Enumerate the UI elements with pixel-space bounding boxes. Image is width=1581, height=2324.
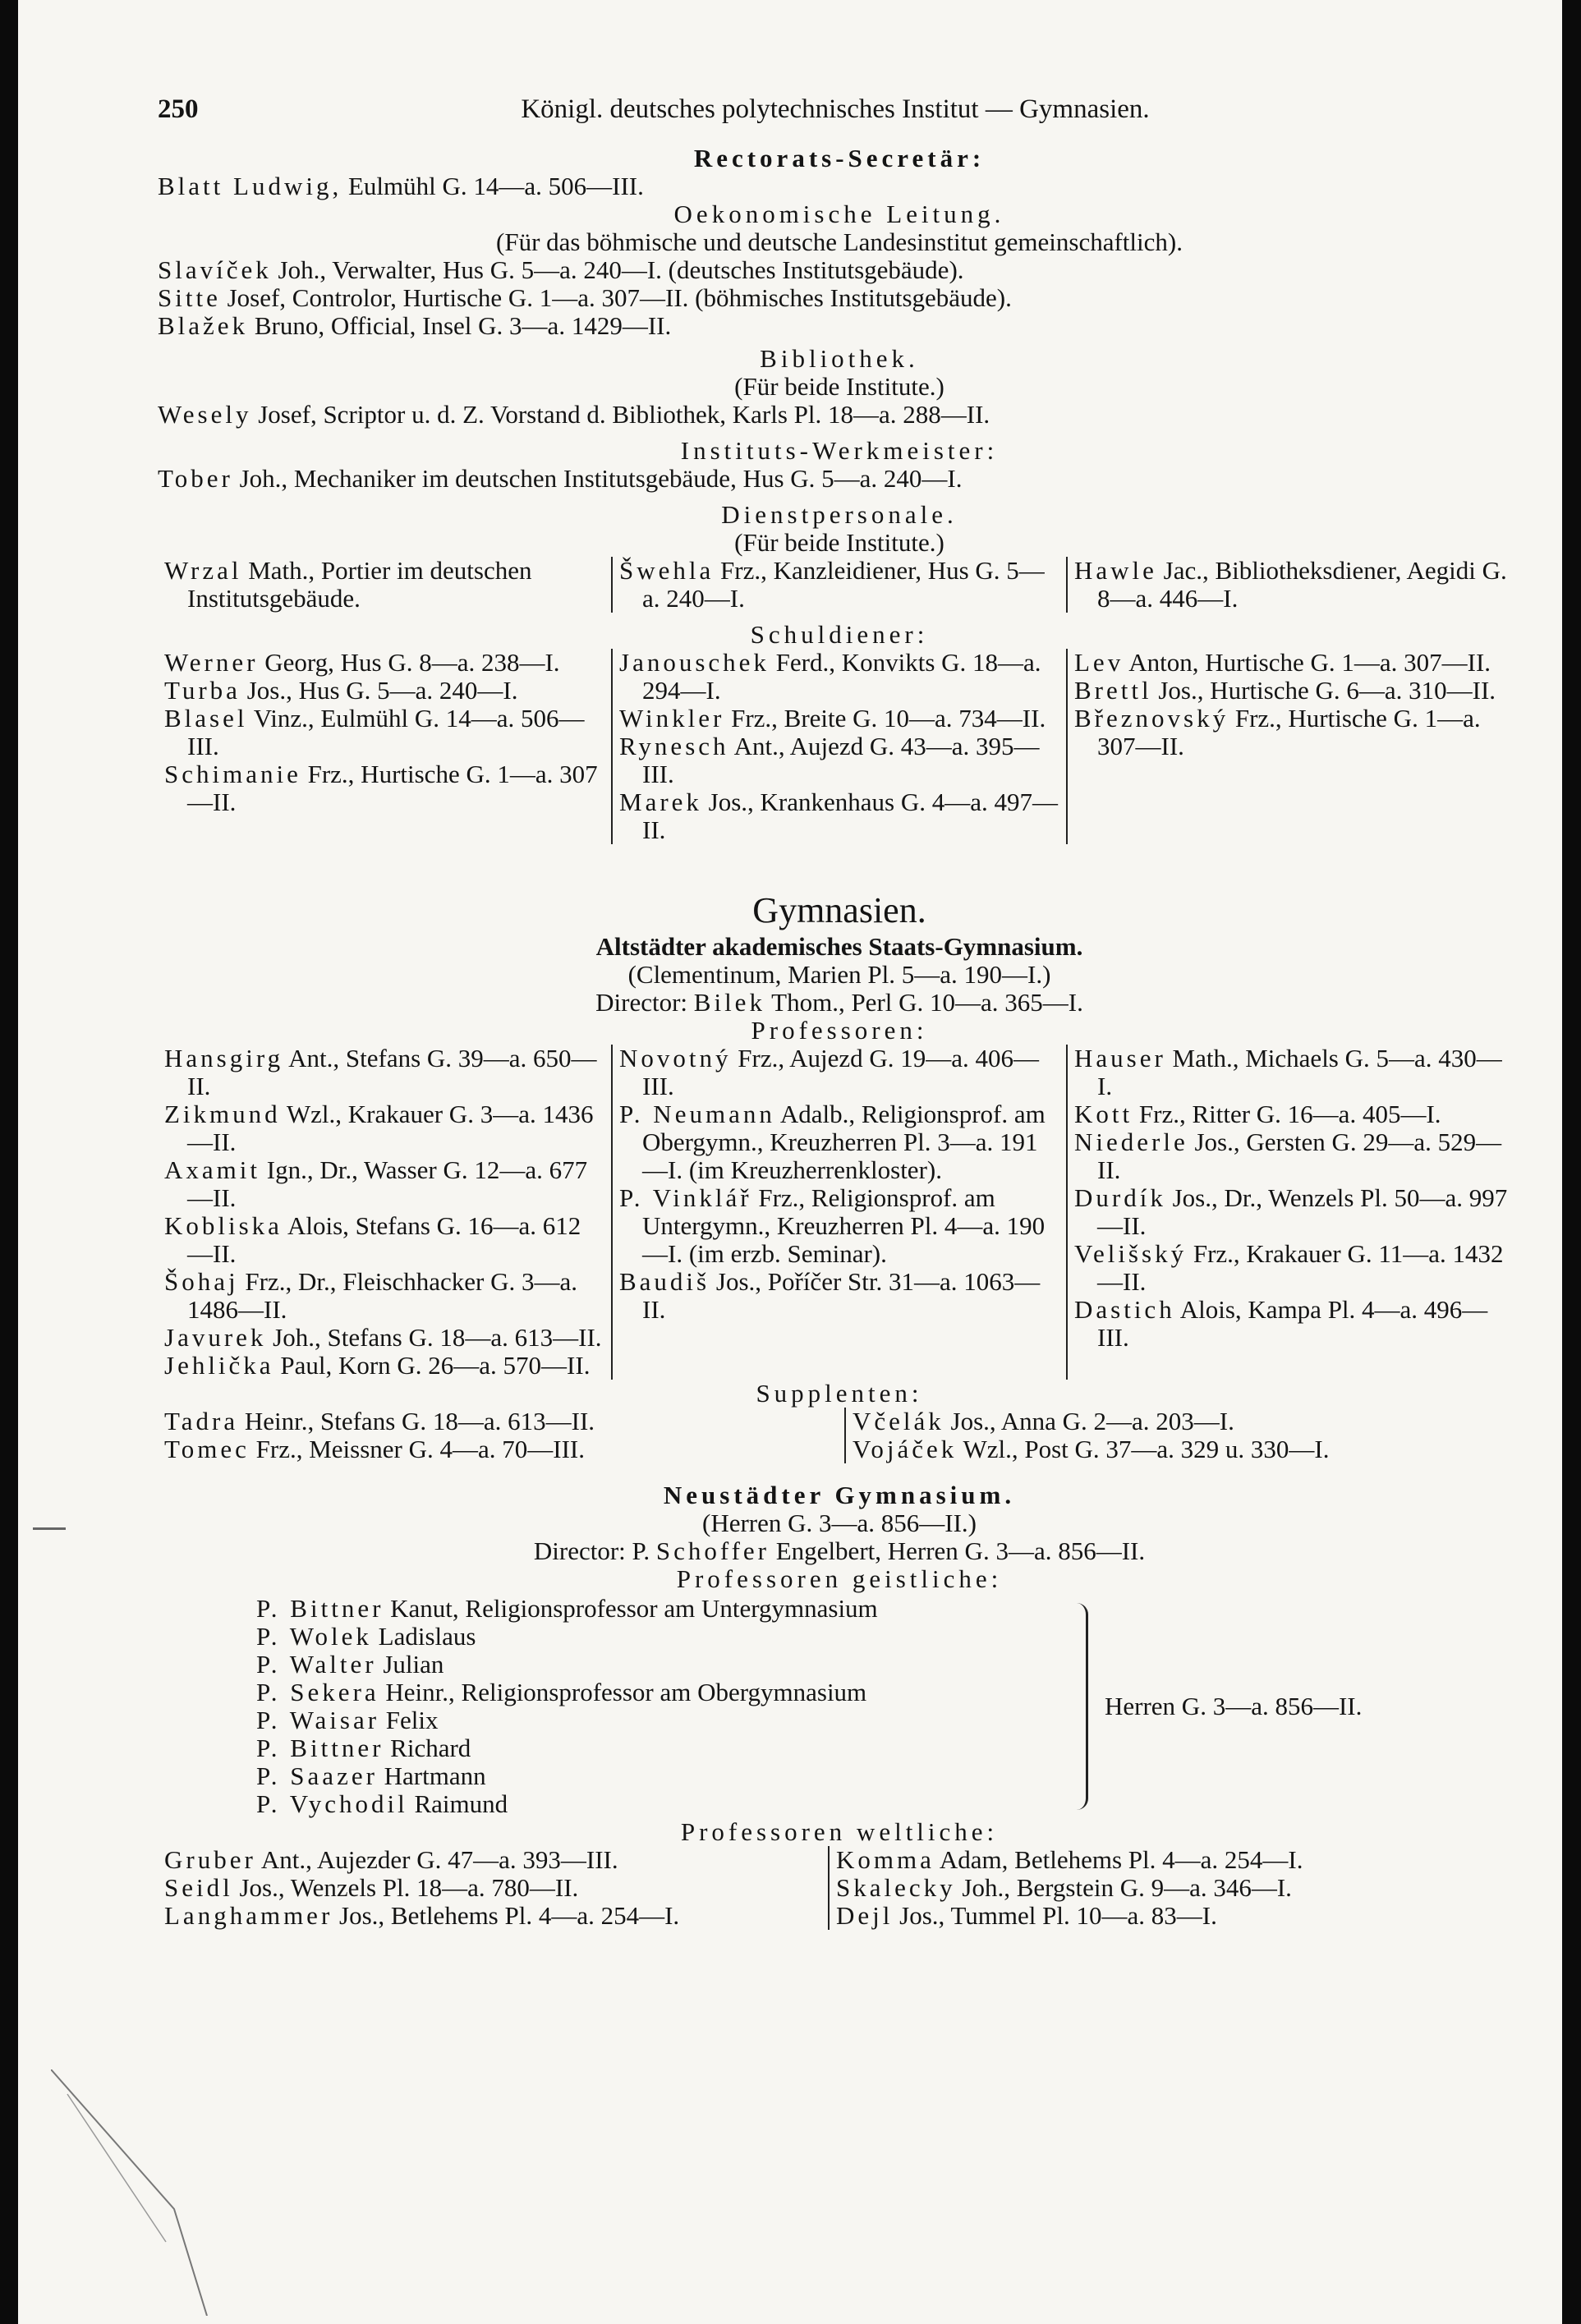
entry-details: Jos., Tummel Pl. 10—a. 83—I. [893,1901,1217,1930]
entry-details: Jos., Gersten G. 29—a. 529—II. [1097,1128,1502,1184]
entry-name: Tober [158,464,233,493]
entry-name: Niederle [1074,1128,1188,1156]
entry [158,401,1521,429]
geistliche-list [256,1595,1069,1818]
entry-name: P. Saazer [256,1761,378,1790]
entry-details: Richard [384,1734,471,1762]
entry-details: Jos., Hus G. 5—a. 240—I. [240,676,518,705]
entry-name: Blasel [164,704,248,733]
entry-details: Paul, Korn G. 26—a. 570—II. [273,1351,591,1380]
entry-name: Brettl [1074,676,1152,705]
entry [164,1408,838,1435]
director-label: Director: [595,988,688,1017]
entry [1074,1296,1514,1352]
column [158,557,611,613]
entry-name: Tomec [164,1435,250,1463]
column [1066,649,1521,844]
chapter-title: Gymnasien. [752,890,926,930]
shared-address: Herren G. 3—a. 856—II. [1105,1692,1363,1720]
entry [619,1045,1059,1100]
entry [619,733,1059,788]
dienst-columns [158,557,1521,613]
entry-name: Baudiš [619,1267,710,1296]
entry-details: Wzl., Krakauer G. 3—a. 1436—II. [187,1100,594,1156]
entry-name: P. Vinklář [619,1183,752,1212]
entry [619,1184,1059,1268]
entry-name: Dejl [836,1901,894,1930]
entry [1074,1240,1514,1296]
entry-name: P. Wolek [256,1622,372,1651]
entry [164,1268,604,1324]
entry-details: Jos., Betlehems Pl. 4—a. 254—I. [333,1901,680,1930]
entry [1074,1045,1514,1100]
school-address: (Herren G. 3—a. 856—II.) [702,1509,977,1537]
entry-details: Frz., Hurtische G. 1—a. 307—II. [187,760,598,816]
entry-name: Komma [836,1845,935,1874]
entry [1074,1128,1514,1184]
entry-details: Josef, Controlor, Hurtische G. 1—a. 307—II. (böhmisches Institutsgebäude). [220,283,1012,312]
column [158,1846,828,1930]
entry-name: Novotný [619,1044,732,1072]
entry [619,557,1059,613]
column [828,1846,1521,1930]
entry-name: Hauser [1074,1044,1166,1072]
entry-name: P. Bittner [256,1734,384,1762]
entry [619,705,1059,733]
entry [853,1408,1514,1435]
entry-name: Javurek [164,1323,267,1352]
entry-details: Alois, Kampa Pl. 4—a. 496—III. [1097,1295,1488,1352]
entry-name: Zikmund [164,1100,281,1128]
curly-brace [1069,1603,1088,1810]
entry-details: Ladislaus [371,1622,476,1651]
entry-name: P. Vychodil [256,1789,408,1818]
entry [164,1324,604,1352]
entry-details: Ant., Stefans G. 39—a. 650—II. [187,1044,597,1100]
entry-details: Julian [376,1650,444,1679]
entry [164,760,604,816]
entry-name: Winkler [619,704,725,733]
entry-details: Math., Portier im deutschen Institutsgebäude. [187,556,532,613]
entry [256,1790,1069,1818]
entry [619,788,1059,844]
section-heading-geistliche: Professoren geistliche: [676,1564,1003,1593]
column [611,1045,1066,1380]
entry-details: Frz., Dr., Fleischhacker G. 3—a. 1486—II. [187,1267,577,1324]
entry-name: Jehlička [164,1351,274,1380]
scanned-page [18,0,1562,2324]
entry-details: Jos., Dr., Wenzels Pl. 50—a. 997—II. [1097,1183,1508,1240]
entry-name: Včelák [853,1407,944,1435]
section-heading-werkmeister: Instituts-Werkmeister: [680,436,999,465]
entry-details: Ant., Aujezd G. 43—a. 395—III. [642,732,1040,788]
entry-name: Langhammer [164,1901,333,1930]
entry-details: Math., Michaels G. 5—a. 430—I. [1097,1044,1502,1100]
margin-mark [33,1527,66,1530]
entry [619,649,1059,705]
entry [1074,1184,1514,1240]
entry-name: Kott [1074,1100,1133,1128]
entry [256,1734,1069,1762]
column [158,1045,611,1380]
entry-details: Frz., Krakauer G. 11—a. 1432—II. [1097,1239,1504,1296]
entry-details: Felix [379,1706,439,1734]
entry-details: Frz., Aujezd G. 19—a. 406—III. [642,1044,1040,1100]
director-name: Bilek [693,988,765,1017]
entry [1074,557,1514,613]
entry [164,1902,821,1930]
section-heading-schuldiener: Schuldiener: [750,620,929,649]
entry-details: Jac., Bibliotheksdiener, Aegidi G. 8—a. 446—I. [1097,556,1507,613]
entry [836,1874,1514,1902]
entry-name: Dastich [1074,1295,1175,1324]
entry-details: Adam, Betlehems Pl. 4—a. 254—I. [934,1845,1303,1874]
professoren-columns [158,1045,1521,1380]
supplenten-columns [158,1408,1521,1463]
entry-details: Raimund [407,1789,508,1818]
director-line [158,1537,1521,1565]
entry-name: Březnovský [1074,704,1229,733]
entry [164,1212,604,1268]
entry-details: Jos., Hurtische G. 6—a. 310—II. [1151,676,1496,705]
entry [158,284,1521,312]
page-content [158,82,1521,2299]
entry-details: Jos., Poříčer Str. 31—a. 1063—II. [642,1267,1041,1324]
entry-name: Janouschek [619,648,770,677]
entry-name: Hansgirg [164,1044,284,1072]
entry [164,649,604,677]
entry-details: Jos., Wenzels Pl. 18—a. 780—II. [232,1873,579,1902]
entry-details: Joh., Verwalter, Hus G. 5—a. 240—I. (deutsches Institutsgebäude). [271,255,964,284]
entry-name: Seidl [164,1873,233,1902]
column [1066,1045,1521,1380]
director-details: Thom., Perl G. 10—a. 365—I. [765,988,1083,1017]
entry-name: P. Neumann [619,1100,775,1128]
section-heading-supplenten: Supplenten: [756,1379,923,1408]
entry-name: Šwehla [619,556,715,585]
entry [158,256,1521,284]
entry [164,1435,838,1463]
section-heading-rectorats: Rectorats-Secretär: [693,144,986,172]
page-number: 250 [158,94,199,124]
entry [256,1762,1069,1790]
entry-details: Bruno, Official, Insel G. 3—a. 1429—II. [248,311,672,340]
entry-name: Turba [164,676,241,705]
entry-details: Georg, Hus G. 8—a. 238—I. [258,648,560,677]
entry [164,557,604,613]
column [844,1408,1521,1463]
entry-details: Ign., Dr., Wasser G. 12—a. 677—II. [187,1155,588,1212]
school-name: Neustädter Gymnasium. [663,1481,1016,1509]
entry [1074,705,1514,760]
entry-name: P. Bittner [256,1594,384,1623]
entry [158,465,1521,493]
entry [158,172,1521,200]
entry-details: Alois, Stefans G. 16—a. 612—II. [187,1211,581,1268]
entry-details: Anton, Hurtische G. 1—a. 307—II. [1124,648,1491,677]
entry-details: Eulmühl G. 14—a. 506—III. [342,172,644,200]
entry-details: Wzl., Post G. 37—a. 329 u. 330—I. [957,1435,1330,1463]
entry-details: Frz., Meissner G. 4—a. 70—III. [249,1435,585,1463]
entry [836,1902,1514,1930]
entry-name: Marek [619,788,702,816]
entry [836,1846,1514,1874]
entry-details: Heinr., Stefans G. 18—a. 613—II. [238,1407,595,1435]
school-name: Altstädter akademisches Staats-Gymnasium. [595,932,1083,961]
entry-details: Heinr., Religionsprofessor am Obergymnasium [379,1678,867,1706]
entry-name: Vojáček [853,1435,958,1463]
column [611,649,1066,844]
page-header [158,95,1521,123]
geistliche-group [256,1595,1521,1818]
entry-details: Frz., Ritter G. 16—a. 405—I. [1133,1100,1441,1128]
entry [256,1679,1069,1706]
section-subheading-dienst: (Für beide Institute.) [734,528,944,557]
entry [164,1045,604,1100]
column [158,1408,844,1463]
section-subheading-bibliothek: (Für beide Institute.) [734,372,944,401]
entry-name: Hawle [1074,556,1157,585]
section-heading-oekonomie: Oekonomische Leitung. [673,200,1005,228]
column [158,649,611,844]
entry-name: Gruber [164,1845,256,1874]
entry-details: Frz., Breite G. 10—a. 734—II. [724,704,1046,733]
entry [164,1846,821,1874]
entry [164,1156,604,1212]
column [611,557,1066,613]
entry [1074,677,1514,705]
director-label: Director: P. [533,1536,650,1565]
entry [619,1100,1059,1184]
entry-name: Wrzal [164,556,242,585]
entry-name: Lev [1074,648,1124,677]
entry [256,1595,1069,1623]
entry-name: Kobliska [164,1211,283,1240]
entry [256,1623,1069,1651]
entry-name: Blažek [158,311,249,340]
entry [164,705,604,760]
entry-name: P. Waisar [256,1706,380,1734]
school-address: (Clementinum, Marien Pl. 5—a. 190—I.) [627,960,1051,989]
entry [1074,649,1514,677]
entry-name: Velišský [1074,1239,1188,1268]
entry-name: Durdík [1074,1183,1166,1212]
section-heading-dienst: Dienstpersonale. [721,500,958,529]
entry-name: Tadra [164,1407,239,1435]
entry [164,1874,821,1902]
entry-details: Josef, Scriptor u. d. Z. Vorstand d. Bibliothek, Karls Pl. 18—a. 288—II. [251,400,990,429]
entry-details: Kanut, Religionsprofessor am Untergymnasium [384,1594,878,1623]
entry-name: Slavíček [158,255,272,284]
entry [256,1706,1069,1734]
section-heading-weltliche: Professoren weltliche: [680,1817,999,1846]
entry-details: Ant., Aujezder G. 47—a. 393—III. [255,1845,618,1874]
entry-details: Jos., Krankenhaus G. 4—a. 497—II. [642,788,1058,844]
weltliche-columns [158,1846,1521,1930]
director-details: Engelbert, Herren G. 3—a. 856—II. [770,1536,1146,1565]
entry-name: Rynesch [619,732,729,760]
entry [158,312,1521,340]
entry-name: Blatt Ludwig, [158,172,342,200]
entry-name: Sitte [158,283,221,312]
entry-name: Axamit [164,1155,260,1184]
section-subheading-oekonomie: (Für das böhmische und deutsche Landesinstitut gemeinschaftlich). [496,227,1183,256]
entry [164,677,604,705]
entry-details: Jos., Anna G. 2—a. 203—I. [944,1407,1234,1435]
entry-name: Šohaj [164,1267,239,1296]
entry-name: Werner [164,648,259,677]
entry-details: Ferd., Konvikts G. 18—a. 294—I. [642,648,1041,705]
entry-details: Adalb., Religionsprof. am Obergymn., Kreuzherren Pl. 3—a. 191—I. (im Kreuzherrenkloster). [642,1100,1046,1184]
entry [619,1268,1059,1324]
entry [164,1100,604,1156]
entry-details: Joh., Stefans G. 18—a. 613—II. [266,1323,602,1352]
section-heading-professoren: Professoren: [751,1016,928,1045]
entry-details: Frz., Religionsprof. am Untergymn., Kreuzherren Pl. 4—a. 190—I. (im erzb. Seminar). [642,1183,1046,1268]
entry-details: Hartmann [377,1761,486,1790]
entry-details: Frz., Hurtische G. 1—a. 307—II. [1097,704,1481,760]
director-name: Schoffer [655,1536,770,1565]
schuldiener-columns [158,649,1521,844]
entry-details: Vinz., Eulmühl G. 14—a. 506—III. [187,704,585,760]
entry [256,1651,1069,1679]
entry-details: Frz., Kanzleidiener, Hus G. 5—a. 240—I. [642,556,1045,613]
entry-name: P. Walter [256,1650,377,1679]
director-line [158,989,1521,1017]
entry-details: Joh., Bergstein G. 9—a. 346—I. [955,1873,1292,1902]
entry-name: Skalecky [836,1873,956,1902]
entry [853,1435,1514,1463]
running-title: Königl. deutsches polytechnisches Institut — Gymnasien. [521,94,1150,124]
column [1066,557,1521,613]
section-heading-bibliothek: Bibliothek. [760,344,919,373]
entry-details: Joh., Mechaniker im deutschen Institutsgebäude, Hus G. 5—a. 240—I. [232,464,963,493]
entry-name: P. Sekera [256,1678,379,1706]
entry [1074,1100,1514,1128]
entry-name: Schimanie [164,760,301,788]
entry [164,1352,604,1380]
entry-name: Wesely [158,400,252,429]
